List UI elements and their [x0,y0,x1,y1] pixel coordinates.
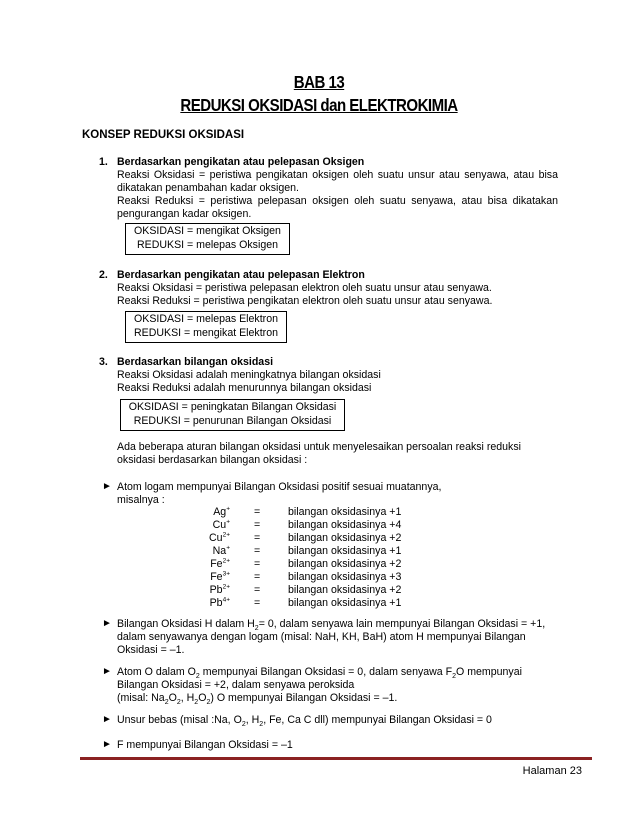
point2-line: Reaksi Reduksi = peristiwa pengikatan elektron oleh suatu unsur atau senyawa. [117,295,493,307]
point1-line: Reaksi Oksidasi = peristiwa pengikatan oksigen oleh suatu unsur atau senyawa, atau bisa [117,169,558,181]
chapter-number: BAB 13 [293,72,345,92]
rule3-line: Bilangan Oksidasi = +2, dalam senyawa peroksida [117,679,355,691]
equals-sign: = [254,558,261,570]
oxidation-value: bilangan oksidasinya +4 [288,519,402,531]
point1-line: dikatakan penambahan kadar oksigen. [117,182,299,194]
point1-line: pengurangan kadar oksigen. [117,208,252,220]
point2-line: Reaksi Oksidasi = peristiwa pelepasan elektron oleh suatu unsur atau senyawa. [117,282,492,294]
rule5-line: F mempunyai Bilangan Oksidasi = –1 [117,739,293,751]
point2-heading: Berdasarkan pengikatan atau pelepasan Elektron [117,269,365,281]
point3-heading: Berdasarkan bilangan oksidasi [117,356,274,368]
ion-symbol: $Fe^{3+}$ [210,570,230,583]
oxidation-value: bilangan oksidasinya +1 [288,597,402,609]
ion-symbol: $Fe^{2+}$ [210,557,230,570]
point3-line: Reaksi Reduksi adalah menurunnya bilangan oksidasi [117,382,372,394]
point3-summary-box [120,399,345,431]
ion-symbol: $Pb^{2+}$ [209,583,230,596]
equals-sign: = [254,571,261,583]
rule4-line: Unsur bebas (misal :Na, $O_2$, $H_2$, Fe, Ca C dll) mempunyai Bilangan Oksidasi = 0 [117,714,492,729]
rule3-line: (misal: $Na_2O_2$, $H_2O_2$) O mempunyai Bilangan Oksidasi = –1. [117,692,398,707]
rule2-line: Oksidasi = –1. [117,644,185,656]
rule1-line: Atom logam mempunyai Bilangan Oksidasi positif sesuai muatannya, [117,481,442,493]
box-line: REDUKSI = mengikat Elektron [134,326,278,339]
bullet-icon: ► [102,618,112,629]
page-number: Halaman 23 [522,765,582,777]
bullet-icon: ► [102,666,112,677]
oxidation-value: bilangan oksidasinya +1 [288,545,402,557]
point1-summary-box [125,223,290,255]
equals-sign: = [254,506,261,518]
ion-symbol: Na+ [212,544,230,557]
bullet-icon: ► [102,714,112,725]
bullet-icon: ► [102,481,112,492]
bullet-icon: ► [102,739,112,750]
footer-rule [80,757,592,760]
box-line: OKSIDASI = mengikat Oksigen [134,225,281,237]
oxidation-value: bilangan oksidasinya +2 [288,558,402,570]
box-line: OKSIDASI = melepas Elektron [134,313,278,325]
ion-symbol: Cu+ [212,518,230,531]
equals-sign: = [254,519,261,531]
rule3-line: Atom O dalam $O_2$ mempunyai Bilangan Oksidasi = 0, dalam senyawa $F_2O$ mempunyai [117,666,522,681]
box-line: REDUKSI = penurunan Bilangan Oksidasi [133,414,332,427]
equals-sign: = [254,532,261,544]
chapter-title: REDUKSI OKSIDASI dan ELEKTROKIMIA [180,95,458,115]
box-line: OKSIDASI = peningkatan Bilangan Oksidasi [128,401,337,413]
ion-symbol: Ag+ [213,505,230,518]
box-line: REDUKSI = melepas Oksigen [136,238,278,251]
ion-symbol: $Pb^{4+}$ [209,596,230,609]
point1-number: 1. [99,156,108,168]
oxidation-value: bilangan oksidasinya +2 [288,584,402,596]
rule2-line: dalam senyawanya dengan logam (misal: NaH, KH, BaH) atom H mempunyai Bilangan [117,631,526,643]
section-heading: KONSEP REDUKSI OKSIDASI [82,129,245,141]
rules-intro-line: oksidasi berdasarkan bilangan oksidasi : [117,454,308,466]
rule2-line: Bilangan Oksidasi H dalam $H_2= 0$, dalam senyawa lain mempunyai Bilangan Oksidasi = +1, [117,618,546,633]
equals-sign: = [254,597,261,609]
point2-summary-box [125,311,287,343]
rules-intro-line: Ada beberapa aturan bilangan oksidasi untuk menyelesaikan persoalan reaksi reduksi [117,441,521,453]
point3-line: Reaksi Oksidasi adalah meningkatnya bilangan oksidasi [117,369,381,381]
equals-sign: = [254,545,261,557]
ion-symbol: $Cu^{2+}$ [209,531,230,544]
point2-number: 2. [99,269,108,281]
rule1-line: misalnya : [117,494,165,506]
oxidation-value: bilangan oksidasinya +3 [288,571,402,583]
oxidation-value: bilangan oksidasinya +1 [288,506,402,518]
point1-line: Reaksi Reduksi = peristiwa pelepasan oksigen oleh suatu senyawa, atau bisa dikatakan [117,195,558,207]
point3-number: 3. [99,356,108,368]
point1-heading: Berdasarkan pengikatan atau pelepasan Oksigen [117,156,365,168]
equals-sign: = [254,584,261,596]
oxidation-value: bilangan oksidasinya +2 [288,532,402,544]
